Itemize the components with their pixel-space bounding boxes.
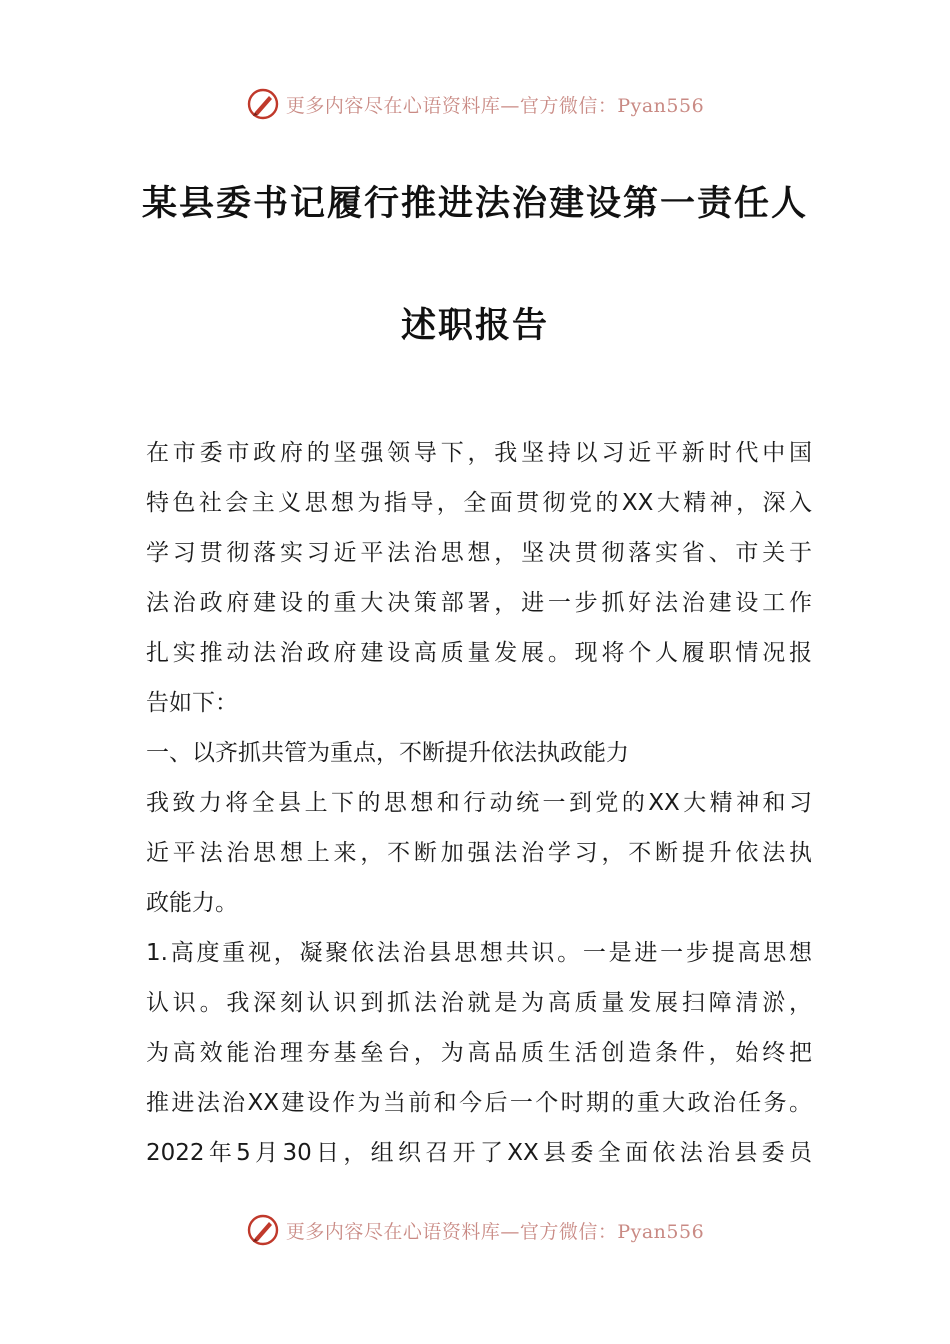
body-line: 2022年5月30日，组织召开了XX县委全面依法治县委员 [146,1140,812,1166]
body-line: 我致力将全县上下的思想和行动统一到党的XX大精神和习 [146,790,812,816]
section-heading: 一、以齐抓共管为重点，不断提升依法执政能力 [146,740,629,766]
body-line: 近平法治思想上来，不断加强法治学习，不断提升依法执 [146,840,812,866]
watermark-text: 更多内容尽在心语资料库—官方微信：Pyan556 [285,94,705,117]
header-watermark-banner [0,86,950,122]
document-title-line-1: 某县委书记履行推进法治建设第一责任人 [141,183,808,224]
body-line: 认识。我深刻认识到抓法治就是为高质量发展扫障清淤， [146,990,812,1016]
body-line: 扎实推动法治政府建设高质量发展。现将个人履职情况报 [146,640,812,666]
document-body [146,428,812,1178]
body-line: 学习贯彻落实习近平法治思想，坚决贯彻落实省、市关于 [146,540,812,566]
body-line: 1.高度重视，凝聚依法治县思想共识。一是进一步提高思想 [146,940,812,966]
watermark-text: 更多内容尽在心语资料库—官方微信：Pyan556 [285,1220,705,1243]
body-line: 告如下： [146,690,238,716]
body-line: 推进法治XX建设作为当前和今后一个时期的重大政治任务。 [146,1090,812,1116]
document-title-line-2: 述职报告 [400,305,549,346]
pen-logo-icon [246,1213,280,1247]
pen-logo-icon [246,87,280,121]
body-line: 特色社会主义思想为指导，全面贯彻党的XX大精神，深入 [146,490,812,516]
body-line: 政能力。 [146,890,238,916]
body-line: 在市委市政府的坚强领导下，我坚持以习近平新时代中国 [146,440,812,466]
body-line: 为高效能治理夯基垒台，为高品质生活创造条件，始终把 [146,1040,812,1066]
footer-watermark-banner [0,1212,950,1248]
body-line: 法治政府建设的重大决策部署，进一步抓好法治建设工作 [146,590,812,616]
